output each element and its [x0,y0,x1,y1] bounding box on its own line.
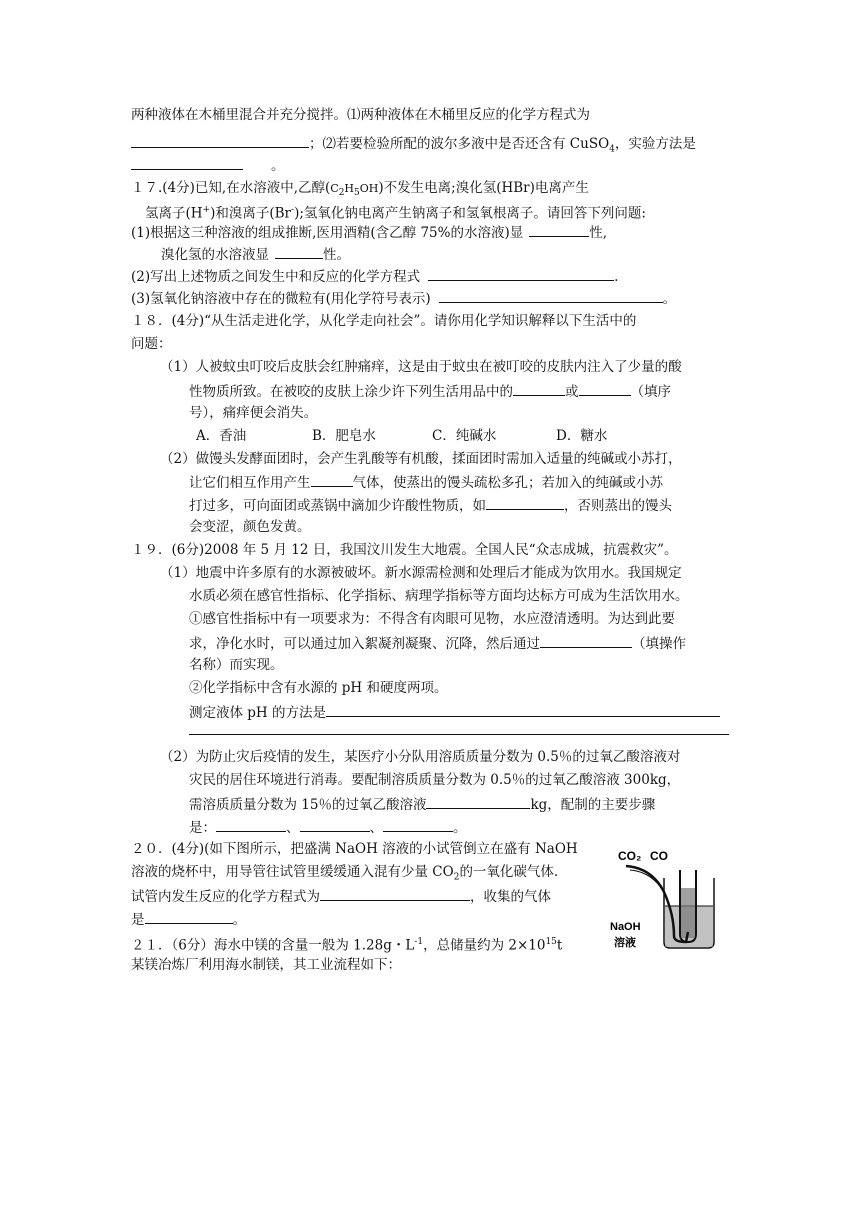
q19-head: １９．(6分)2008 年 5 月 12 日，我国汶川发生大地震。全国人民“众志成城，抗震救灾”。 [131,542,678,558]
answer-blank[interactable] [326,702,720,717]
answer-blank[interactable] [383,817,453,832]
answer-blank[interactable] [216,817,286,832]
gas-collection-apparatus-figure [608,842,724,952]
q19-part-1b: 水质必须在感官性指标、化学指标、病理学指标等方面均达标方可成为生活饮用水。 [189,588,689,604]
q19-part-1d: 求，净化水时，可以通过加入絮凝剂凝聚、沉降，然后通过 （填操作 [189,633,686,653]
answer-blank[interactable] [513,381,565,396]
answer-blank[interactable] [131,155,243,170]
answer-blank[interactable] [529,222,589,237]
q19-part-1c: ①感官性指标中有一项要求为：不得含有肉眼可见物，水应澄清透明。为达到此要 [189,611,675,627]
q18-part-2d: 会变涩，颜色发黄。 [189,519,311,535]
fig-solution-label-1: NaOH [610,921,641,933]
q18-part-2c: 打过多，可向面团或蒸锅中滴加少许酸性物质，如 ，否则蒸出的馒头 [189,495,672,515]
q21-line-2: 某镁冶炼厂利用海水制镁，其工业流程如下： [131,957,401,973]
q18-part-2a: （2）做馒头发酵面团时，会产生乳酸等有机酸，揉面团时需加入适量的纯碱或小苏打， [160,451,682,467]
answer-blank[interactable] [579,381,631,396]
answer-blank[interactable] [486,495,564,510]
answer-blank[interactable] [145,909,233,924]
q19-part-2c: 需溶质质量分数为 15％的过氧乙酸溶液 kg，配制的主要步骤 [189,794,655,814]
q20-line-4: 是 。 [131,909,246,929]
fig-solution-label-2: 溶液 [614,937,636,949]
q19-part-1e: 名称）而实现。 [189,657,284,673]
q19-part-1a: （1）地震中许多原有的水源被破坏。新水源需检测和处理后才能成为饮用水。我国规定 [160,565,682,581]
answer-blank[interactable] [540,633,632,648]
q20-line-2: 溶液的烧杯中，用导管往试管里缓缓通入混有少量 $CO_2$的一氧化碳气体. [131,864,559,883]
q20-head: ２０．(4分)(如下图所示，把盛满 NaOH 溶液的小试管倒立在盛有 NaOH [131,841,578,857]
q17-part-1: (1)根据这三种溶液的组成推断,医用酒精(含乙醇 75%的水溶液)显 性, [131,222,607,242]
answer-blank-line[interactable] [189,720,729,735]
q16-line-1: 两种液体在木桶里混合并充分搅拌。⑴两种液体在木桶里反应的化学方程式为 [131,107,590,123]
answer-blank[interactable] [131,133,309,148]
q18-head-2: 问题： [131,336,172,352]
q17-part-2: (2)写出上述物质之间发生中和反应的化学方程式 . [131,266,618,286]
q21-line-1: ２１．（6分）海水中镁的含量一般为 1.28g・$L^{-1}$，总储量约为 $2\times 10^{15}t$ [131,937,563,954]
fig-gas-label-2: CO [650,849,668,863]
q18-part-1b: 性物质所致。在被咬的皮肤上涂少许下列生活用品中的 或 （填序 [189,381,671,401]
answer-blank[interactable] [320,886,470,901]
answer-blank[interactable] [439,288,663,303]
fig-gas-label-1: CO₂ [618,849,642,863]
answer-blank[interactable] [428,266,614,281]
q19-part-2b: 灾民的居住环境进行消毒。要配制溶质质量分数为 0.5％的过氧乙酸溶液 300kg， [189,772,681,788]
q18-head: １８．(4分)“从生活走进化学，从化学走向社会”。请你用化学知识解释以下生活中的 [131,313,637,329]
q19-part-2a: （2）为防止灾后疫情的发生，某医疗小分队用溶质质量分数为 0.5％的过氧乙酸溶液对 [160,749,681,765]
q18-options: A．香油 B．肥皂水 C．纯碱水 D．糖水 [196,428,608,444]
q17-part-3: (3)氢氧化钠溶液中存在的微粒有(用化学符号表示) 。 [131,288,676,308]
q17-head: １７.(4分)已知,在水溶液中,乙醇$(C_2H_5OH)$不发生电离;溴化氢(HBr)电离产生 [131,180,589,199]
q18-part-1a: （1）人被蚊虫叮咬后皮肤会红肿痛痒，这是由于蚊虫在被叮咬的皮肤内注入了少量的酸 [160,359,682,375]
q16-line-2: ；⑵若要检验所配的波尔多液中是否还含有 CuSO$_4$，实验方法是 [131,133,696,159]
q18-part-2b: 让它们相互作用产生 气体，使蒸出的馒头疏松多孔；若加入的纯碱或小苏 [189,472,663,492]
q20-line-3: 试管内发生反应的化学方程式为 ，收集的气体 [131,886,551,906]
q17-line-2: 氢离子(H+)和溴离子(Br-);氢氧化钠电离产生钠离子和氢氧根离子。请回答下列问题: [145,205,646,222]
answer-blank[interactable] [426,794,530,809]
q19-part-1g: 测定液体 pH 的方法是 [189,702,720,722]
answer-blank[interactable] [275,244,323,259]
q18-part-1c: 号），痛痒便会消失。 [189,405,318,421]
q19-part-2d: 是： 、 、 。 [189,817,467,837]
q17-part-1b: 溴化氢的水溶液显 性。 [161,244,350,264]
q16-line-3: 。 [131,155,285,175]
answer-blank[interactable] [300,817,370,832]
q19-part-1f: ②化学指标中含有水源的 pH 和硬度两项。 [189,680,448,696]
answer-blank[interactable] [311,472,353,487]
